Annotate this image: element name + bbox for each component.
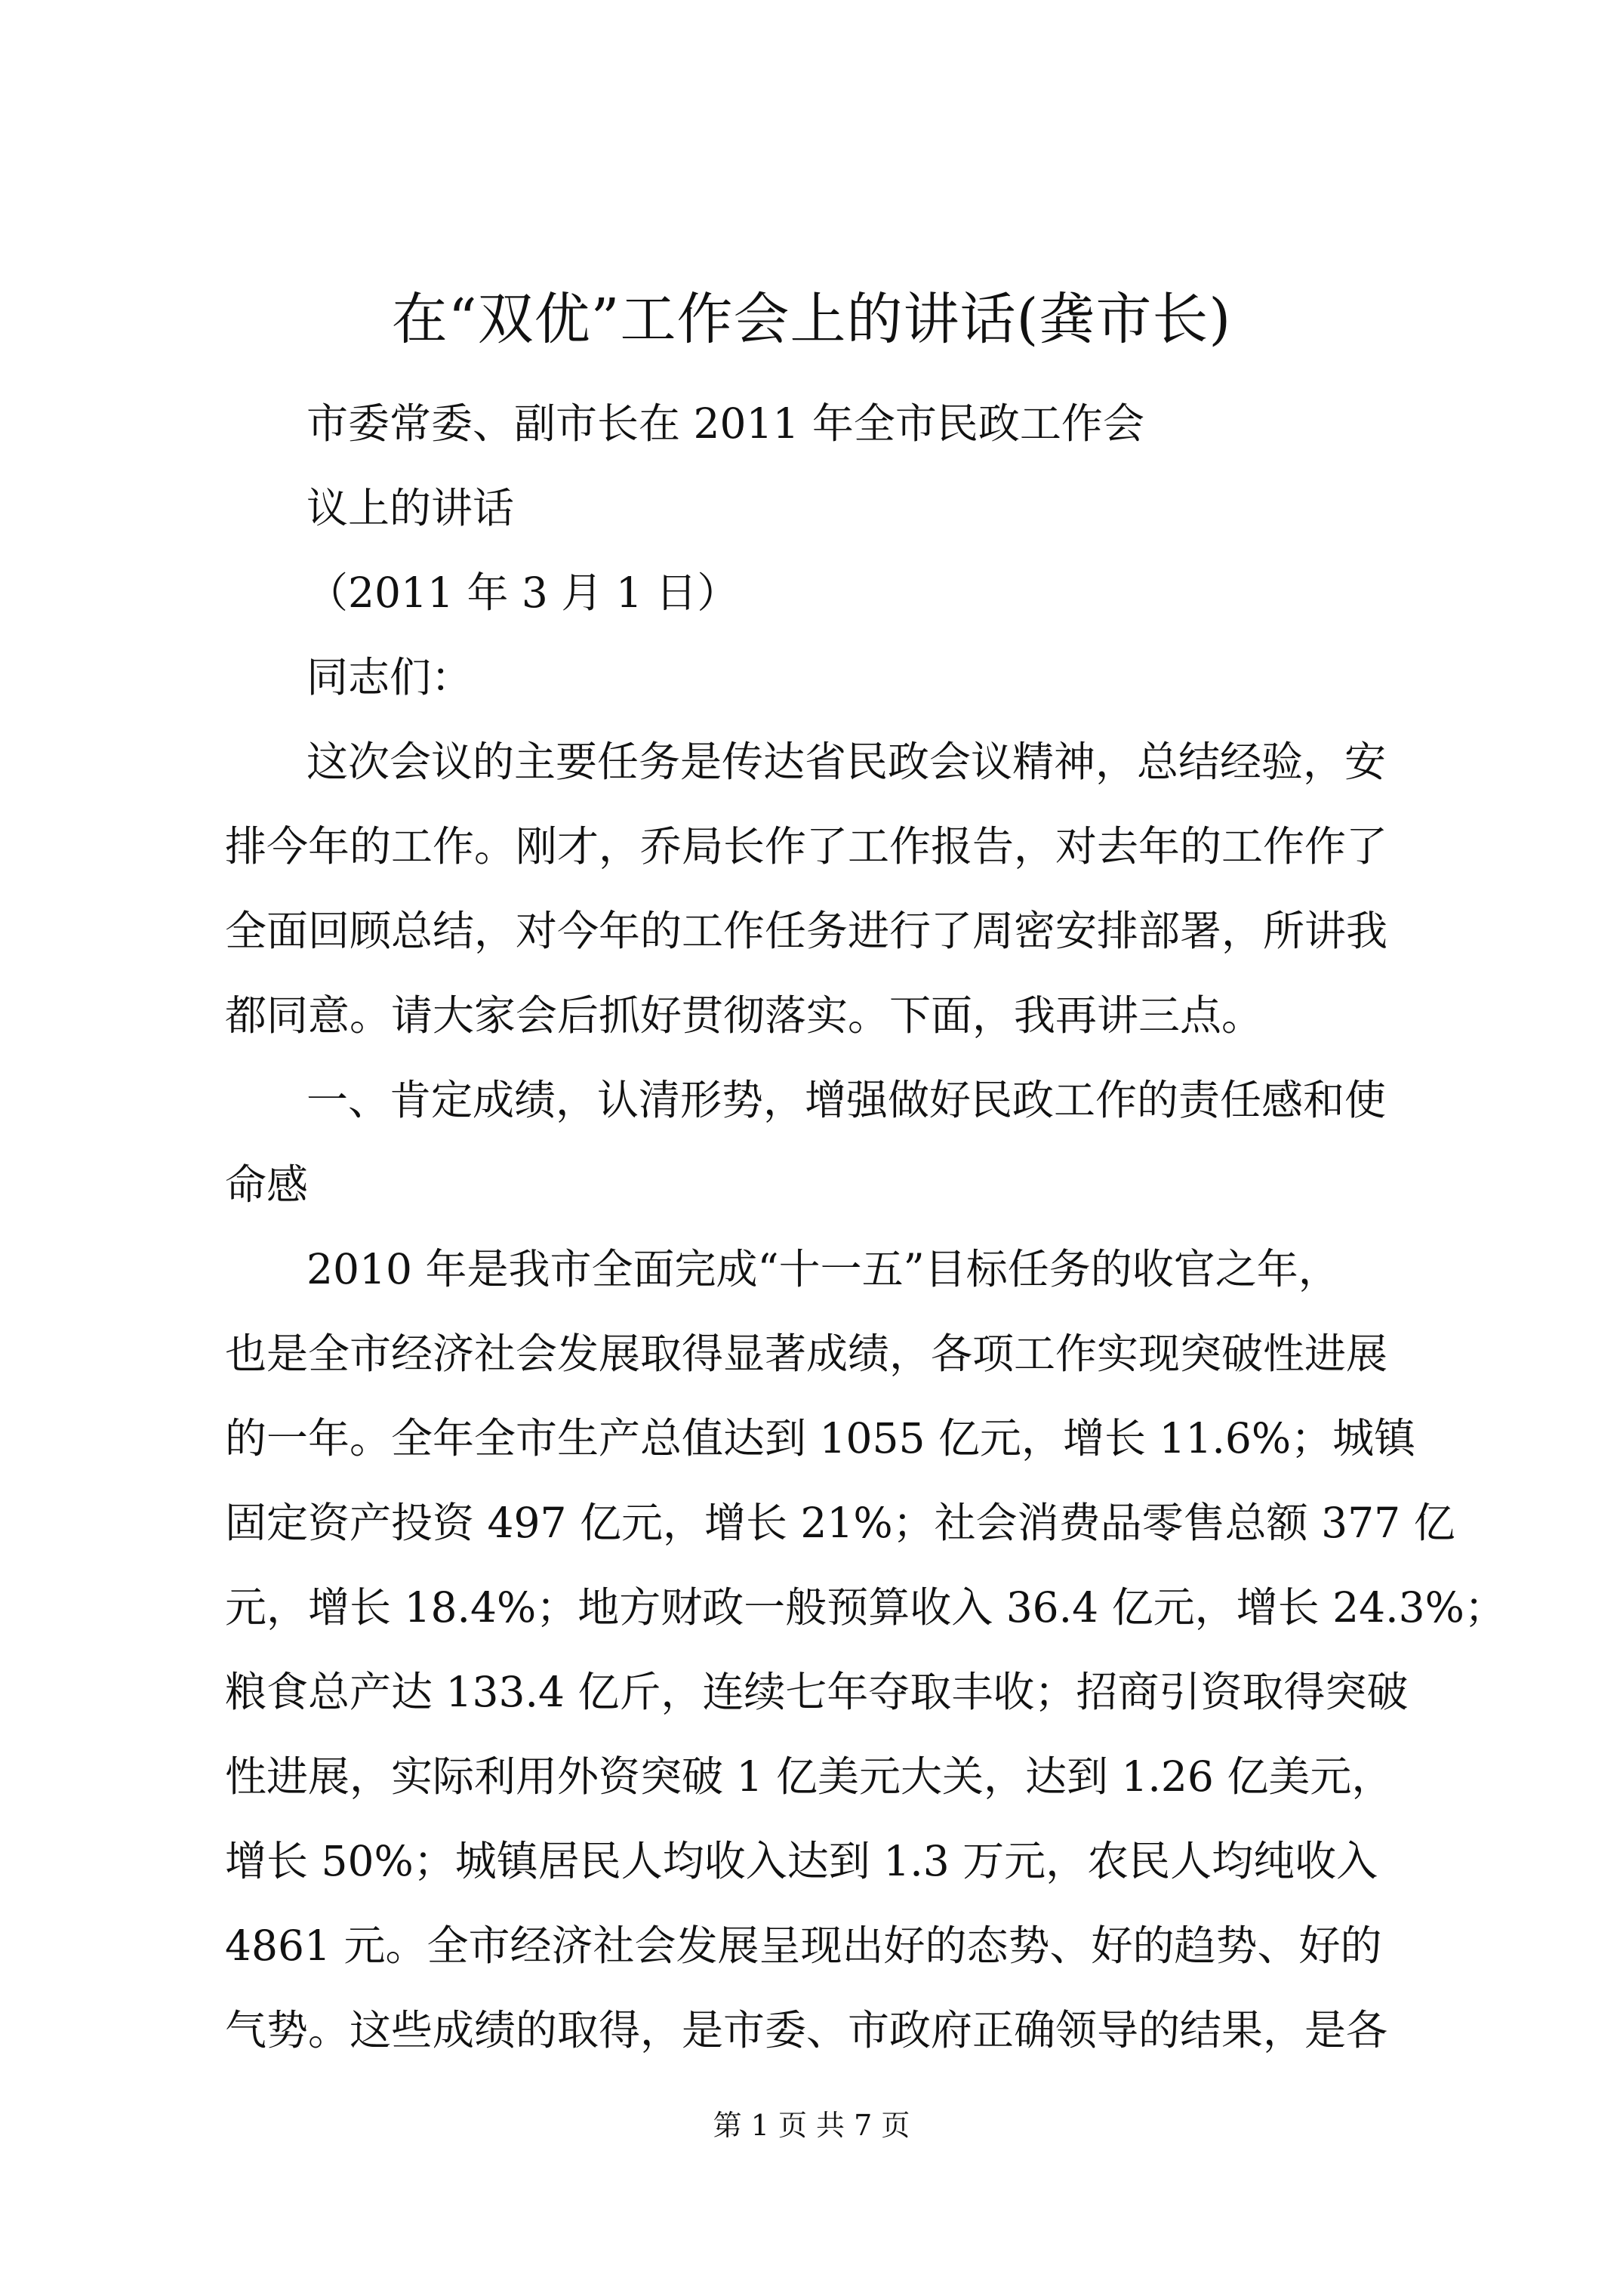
- text-line: 4861 元。全市经济社会发展呈现出好的态势、好的趋势、好的: [225, 1922, 1382, 1970]
- text-line: 性进展，实际利用外资突破 1 亿美元大关，达到 1.26 亿美元，: [225, 1752, 1394, 1801]
- text-line: 粮食总产达 133.4 亿斤，连续七年夺取丰收；招商引资取得突破: [225, 1668, 1409, 1716]
- page-footer: 第 1 页 共 7 页: [713, 2109, 910, 2142]
- text-line: 2010 年是我市全面完成“十一五”目标任务的收官之年，: [306, 1245, 1340, 1293]
- text-line: 市委常委、副市长在 2011 年全市民政工作会: [306, 399, 1144, 448]
- text-line: （2011 年 3 月 1 日）: [306, 569, 739, 617]
- text-line: 也是全市经济社会发展取得显著成绩，各项工作实现突破性进展: [225, 1330, 1388, 1378]
- document-title: 在“双优”工作会上的讲话(龚市长): [391, 287, 1232, 352]
- text-line: 的一年。全年全市生产总值达到 1055 亿元，增长 11.6%；城镇: [225, 1414, 1416, 1462]
- text-line: 固定资产投资 497 亿元，增长 21%；社会消费品零售总额 377 亿: [225, 1499, 1455, 1547]
- text-line: 气势。这些成绩的取得，是市委、市政府正确领导的结果，是各: [225, 2006, 1388, 2054]
- text-line: 一、肯定成绩，认清形势，增强做好民政工作的责任感和使: [306, 1076, 1387, 1124]
- text-line: 元，增长 18.4%；地方财政一般预算收入 36.4 亿元，增长 24.3%；: [225, 1583, 1506, 1632]
- document-body: [225, 381, 1506, 2073]
- text-line: 都同意。请大家会后抓好贯彻落实。下面，我再讲三点。: [225, 991, 1264, 1040]
- text-line: 增长 50%；城镇居民人均收入达到 1.3 万元，农民人均纯收入: [225, 1837, 1378, 1885]
- text-line: 议上的讲话: [306, 484, 515, 532]
- text-line: 命感: [225, 1160, 309, 1209]
- text-line: 这次会议的主要任务是传达省民政会议精神，总结经验，安: [306, 738, 1387, 786]
- text-line: 全面回顾总结，对今年的工作任务进行了周密安排部署，所讲我: [225, 907, 1388, 955]
- text-line: 排今年的工作。刚才，乔局长作了工作报告，对去年的工作作了: [225, 822, 1388, 871]
- text-line: 同志们：: [306, 653, 473, 701]
